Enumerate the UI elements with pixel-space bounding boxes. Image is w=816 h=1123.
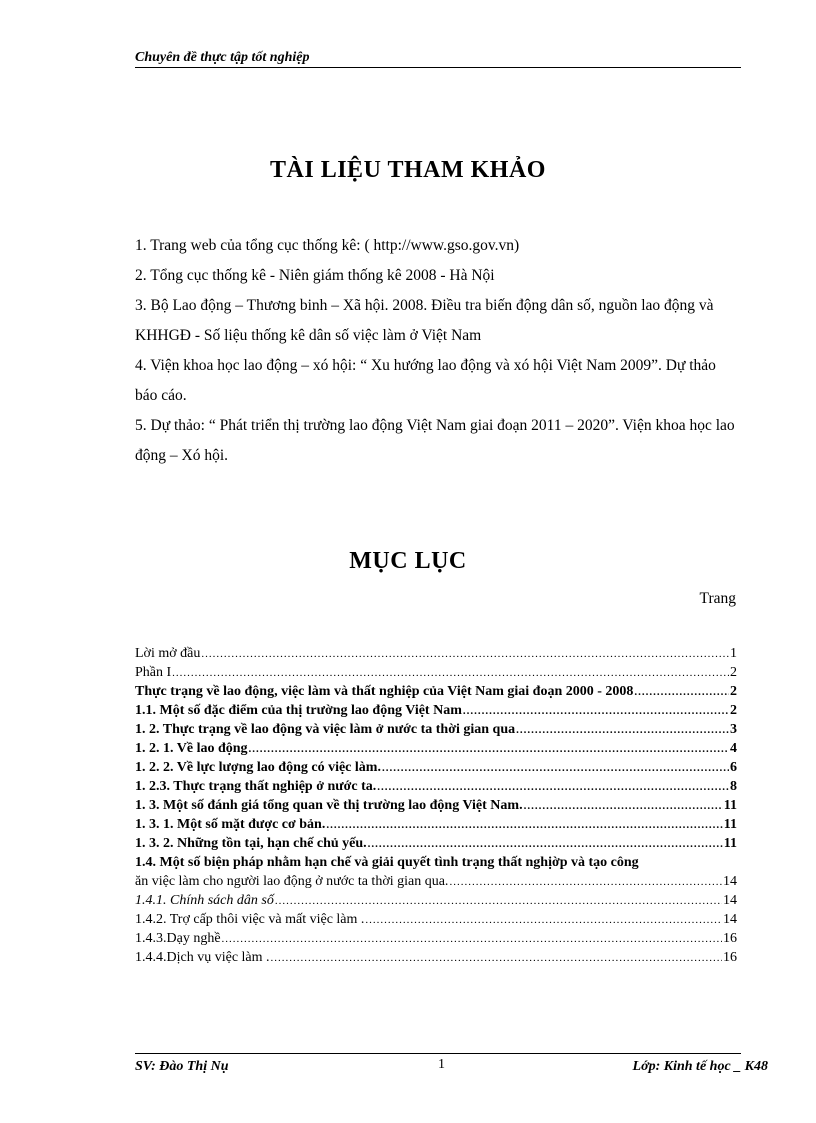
toc-entry-text: 1. 3. 1. Một số mặt được cơ bản. xyxy=(135,817,326,832)
toc-entry-page: 11 xyxy=(723,798,737,813)
toc-entry[interactable] xyxy=(135,682,737,701)
toc-entry-page: 14 xyxy=(723,893,737,908)
toc-leader xyxy=(201,645,729,663)
toc-entry-text: 1. 3. 2. Những tồn tại, hạn chế chủ yếu. xyxy=(135,836,367,851)
toc-entry-text: 1.4.1. Chính sách dân số xyxy=(135,893,274,908)
references-title: TÀI LIỆU THAM KHẢO xyxy=(270,157,546,183)
table-of-contents xyxy=(135,644,737,967)
toc-entry[interactable] xyxy=(135,948,737,967)
toc-page-label: Trang xyxy=(699,590,736,607)
toc-leader xyxy=(368,835,723,853)
toc-entry-page: 1 xyxy=(730,646,737,661)
toc-entry[interactable] xyxy=(135,929,737,948)
toc-leader xyxy=(524,797,723,815)
toc-entry-line1[interactable]: 1.4. Một số biện pháp nhằm hạn chế và giải quyết tình trạng thất nghịờp và tạo công xyxy=(135,855,639,870)
toc-entry-page: 11 xyxy=(723,817,737,832)
toc-leader xyxy=(634,683,729,701)
toc-entry-page: 16 xyxy=(723,950,737,965)
toc-entry-page: 2 xyxy=(730,665,737,680)
reference-item: 1. Trang web của tổng cục thống kê: ( http://www.gso.gov.vn) xyxy=(135,237,520,254)
toc-leader xyxy=(222,930,722,948)
toc-entry-text: Phần I xyxy=(135,665,172,680)
toc-leader xyxy=(516,721,729,739)
toc-entry-text: 1.4.3.Dạy nghề xyxy=(135,931,221,946)
toc-entry[interactable] xyxy=(135,910,737,929)
toc-leader xyxy=(449,873,722,891)
toc-leader xyxy=(463,702,729,720)
toc-entry-page: 4 xyxy=(730,741,737,756)
toc-entry-page: 6 xyxy=(730,760,737,775)
toc-entry[interactable] xyxy=(135,720,737,739)
toc-entry[interactable] xyxy=(135,701,737,720)
toc-entry[interactable] xyxy=(135,739,737,758)
toc-leader xyxy=(365,911,722,929)
toc-entry-text: 1.4.2. Trợ cấp thôi việc và mất việc làm . xyxy=(135,912,365,927)
toc-entry[interactable] xyxy=(135,644,737,663)
toc-entry-text: 1. 2. Thực trạng về lao động và việc làm ở nước ta thời gian qua xyxy=(135,722,516,737)
toc-entry-text: 1.1. Một số đặc điểm của thị trường lao động Việt Nam xyxy=(135,703,462,718)
toc-entry[interactable] xyxy=(135,796,737,815)
reference-item: 5. Dự thảo: “ Phát triển thị trường lao động Việt Nam giai đoạn 2011 – 2020”. Viện khoa học lao động – Xó hội. xyxy=(135,417,735,464)
toc-entry[interactable] xyxy=(135,663,737,682)
footer-page-number: 1 xyxy=(438,1057,445,1072)
toc-leader xyxy=(275,892,722,910)
toc-entry[interactable] xyxy=(135,777,737,796)
toc-entry[interactable] xyxy=(135,891,737,910)
toc-entry-text: Thực trạng về lao động, việc làm và thất nghiệp của Việt Nam giai đoạn 2000 - 2008 xyxy=(135,684,634,699)
toc-entry-text: 1.4.4.Dịch vụ việc làm . xyxy=(135,950,270,965)
toc-entry-page: 2 xyxy=(730,684,737,699)
toc-entry[interactable] xyxy=(135,815,737,834)
toc-leader xyxy=(382,759,729,777)
toc-entry-text: ăn việc làm cho người lao động ở nước ta thời gian qua. xyxy=(135,874,449,889)
reference-item: 3. Bộ Lao động – Thương binh – Xã hội. 2008. Điều tra biến động dân số, nguồn lao động và KHHGĐ - Số liệu thống kê dân số việc làm ở Việt Nam xyxy=(135,297,714,344)
toc-entry-page: 14 xyxy=(723,874,737,889)
toc-entry-page: 2 xyxy=(730,703,737,718)
toc-entry[interactable] xyxy=(135,758,737,777)
toc-entry-page: 3 xyxy=(730,722,737,737)
page-header xyxy=(135,50,741,68)
reference-item: 4. Viện khoa học lao động – xó hội: “ Xu hướng lao động và xó hội Việt Nam 2009”. Dự thảo báo cáo. xyxy=(135,357,716,404)
header-title: Chuyên đề thực tập tốt nghiệp xyxy=(135,50,310,65)
toc-entry-text: 1. 2.3. Thực trạng thất nghiệp ở nước ta. xyxy=(135,779,377,794)
toc-leader xyxy=(249,740,729,758)
footer-class: Lớp: Kinh tế học _ K48 xyxy=(632,1059,768,1074)
toc-entry-text: 1. 3. Một số đánh giá tổng quan về thị trường lao động Việt Nam. xyxy=(135,798,523,813)
toc-leader xyxy=(326,816,722,834)
reference-item: 2. Tổng cục thống kê - Niên giám thống kê 2008 - Hà Nội xyxy=(135,267,495,284)
references-list xyxy=(135,231,740,471)
toc-entry-page: 8 xyxy=(730,779,737,794)
toc-entry[interactable] xyxy=(135,872,737,891)
toc-entry-text: 1. 2. 1. Về lao động xyxy=(135,741,248,756)
toc-leader xyxy=(377,778,729,796)
page-footer xyxy=(135,1053,768,1076)
toc-entry[interactable] xyxy=(135,834,737,853)
toc-leader xyxy=(172,664,729,682)
toc-entry-text: Lời mở đầu xyxy=(135,646,201,661)
toc-leader xyxy=(271,949,722,967)
toc-title: MỤC LỤC xyxy=(349,548,467,574)
toc-entry-text: 1. 2. 2. Về lực lượng lao động có việc làm. xyxy=(135,760,381,775)
toc-entry-page: 11 xyxy=(723,836,737,851)
toc-entry-page: 14 xyxy=(723,912,737,927)
footer-student: SV: Đào Thị Nụ xyxy=(135,1059,229,1074)
toc-entry-page: 16 xyxy=(723,931,737,946)
